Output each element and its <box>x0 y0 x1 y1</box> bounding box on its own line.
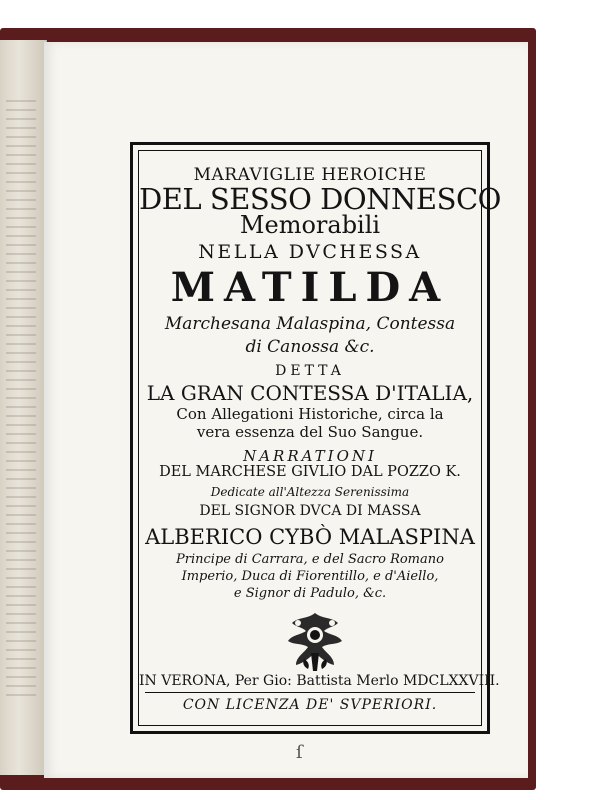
title-page <box>44 42 528 778</box>
title-frame <box>130 142 501 734</box>
title-line-8: DETTA <box>275 363 345 379</box>
title-line-10: Con Allegationi Historiche, circa la <box>176 405 444 423</box>
title-line-7: di Canossa &c. <box>245 337 375 357</box>
title-line-14: Dedicate all'Altezza Serenissima <box>210 485 410 499</box>
title-line-17: Principe di Carrara, e del Sacro Romano <box>176 552 444 567</box>
title-line-9: LA GRAN CONTESSA D'ITALIA, <box>146 381 474 405</box>
title-line-18: Imperio, Duca di Fiorentillo, e d'Aiello, <box>181 569 439 584</box>
title-line-6: Marchesana Malaspina, Contessa <box>164 314 456 334</box>
title-line-1: MARAVIGLIE HEROICHE <box>193 165 427 185</box>
title-line-4: NELLA DVCHESSA <box>198 241 422 263</box>
title-line-19: e Signor di Padulo, &c. <box>233 586 387 601</box>
left-page-edge <box>0 40 47 775</box>
ink-mark-icon: ſ <box>296 742 303 763</box>
title-main-name: MATILDA <box>170 264 450 311</box>
title-line-16: ALBERICO CYBÒ MALASPINA <box>145 525 475 549</box>
license-line: CON LICENZA DE' SVPERIORI. <box>182 697 438 713</box>
imprint-line: IN VERONA, Per Gio: Battista Merlo MDCLXXVIII. <box>139 673 500 689</box>
title-frame-inner <box>138 150 501 726</box>
title-line-11: vera essenza del Suo Sangue. <box>196 423 424 441</box>
title-line-13: DEL MARCHESE GIVLIO DAL POZZO K. <box>159 464 461 480</box>
title-line-12: NARRATIONI <box>243 447 377 465</box>
printers-device-ornament-icon <box>284 609 346 675</box>
imprint-rule <box>145 692 475 693</box>
title-line-15: DEL SIGNOR DVCA DI MASSA <box>199 503 421 519</box>
title-line-2: DEL SESSO DONNESCO <box>139 182 501 216</box>
title-line-3: Memorabili <box>239 211 381 239</box>
